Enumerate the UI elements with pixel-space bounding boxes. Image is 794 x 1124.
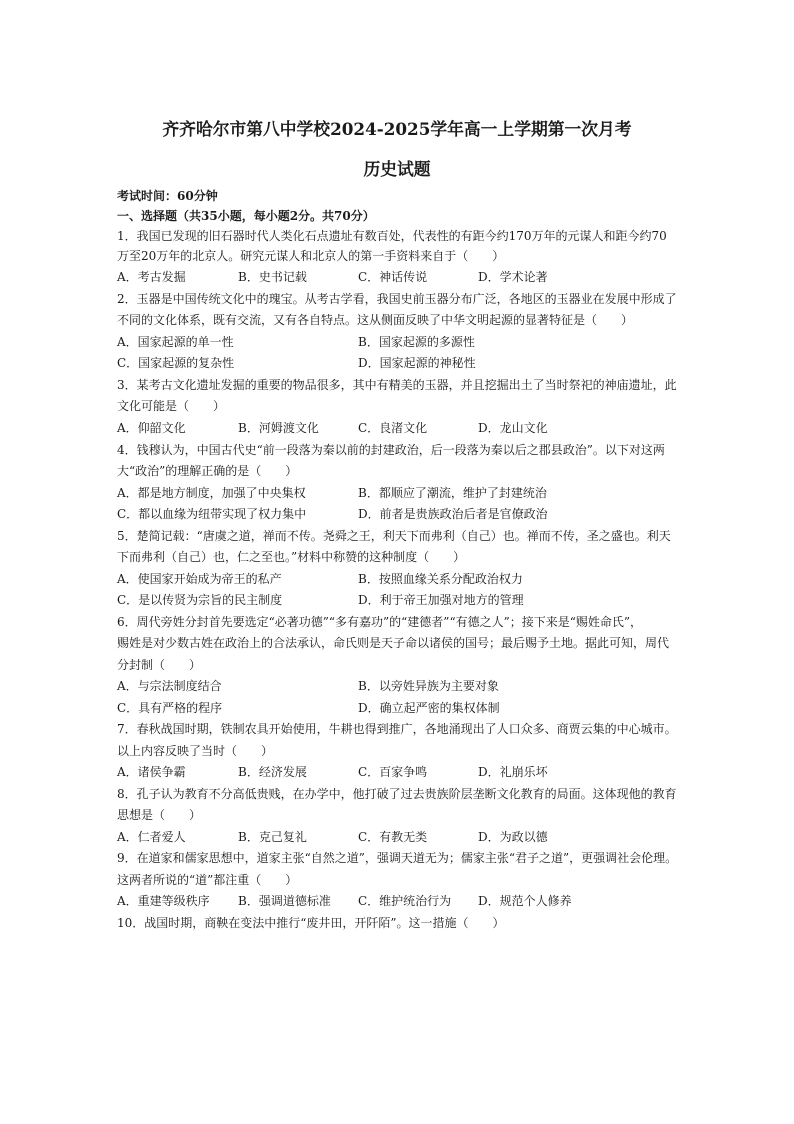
- q7-option-d: D．礼崩乐坏: [478, 765, 548, 779]
- q4-line: 大“政治”的理解正确的是（ ）: [117, 464, 298, 478]
- q9-option-d: D．规范个人修养: [478, 894, 572, 908]
- q7-option-c: C．百家争鸣: [358, 765, 428, 779]
- q9-option-c: C．维护统治行为: [358, 894, 452, 908]
- exam-title: 齐齐哈尔市第八中学校2024-2025学年高一上学期第一次月考: [162, 119, 632, 139]
- q4-option-d: D．前者是贵族政治后者是官僚政治: [358, 507, 548, 521]
- q4-option-b: B．都顺应了潮流，维护了封建统治: [358, 486, 547, 500]
- q2-line: 2．玉器是中国传统文化中的瑰宝。从考古学看，我国史前玉器分布广泛，各地区的玉器业在发展中形成了: [117, 292, 677, 306]
- q9-option-a: A．重建等级秩序: [117, 894, 210, 908]
- q5-line: 5．楚简记载：“唐虞之道，禅而不传。尧舜之王，利天下而弗利（自己）也。禅而不传，圣之盛也。利天: [117, 529, 671, 543]
- q2-line: 不同的文化体系，既有交流，又有各自特点。这从侧面反映了中华文明起源的显著特征是（ ）: [117, 313, 634, 327]
- q3-line: 3．某考古文化遗址发掘的重要的物品很多，其中有精美的玉器，并且挖掘出土了当时祭祀的神庙遗址，此: [117, 378, 677, 392]
- q2-option-a: A．国家起源的单一性: [117, 335, 234, 349]
- q10-line: 10．战国时期，商鞅在变法中推行“废井田，开阡陌”。这一措施（ ）: [117, 916, 505, 930]
- q9-option-b: B．强调道德标准: [238, 894, 331, 908]
- exam-subtitle: 历史试题: [363, 159, 431, 179]
- q2-option-c: C．国家起源的复杂性: [117, 356, 235, 370]
- q1-option-c: C．神话传说: [358, 270, 428, 284]
- q6-line: 赐姓是对少数古姓在政治上的合法承认，命氏则是天子命以诸侯的国号；最后赐予土地。据此可知，周代: [117, 636, 670, 650]
- q5-option-c: C．是以传贤为宗旨的民主制度: [117, 593, 283, 607]
- q8-line: 8．孔子认为教育不分高低贵贱，在办学中，他打破了过去贵族阶层垄断文化教育的局面。这体现他的教育: [117, 787, 677, 801]
- q7-line: 7．春秋战国时期，铁制农具开始使用，牛耕也得到推广，各地涌现出了人口众多、商贾云集的中心城市。: [117, 722, 677, 736]
- q1-option-b: B．史书记载: [238, 270, 307, 284]
- q2-option-b: B．国家起源的多源性: [358, 335, 475, 349]
- q8-option-a: A．仁者爱人: [117, 830, 186, 844]
- q6-option-d: D．确立起严密的集权体制: [358, 701, 500, 715]
- q8-line: 思想是（ ）: [117, 808, 202, 822]
- q8-option-c: C．有教无类: [358, 830, 428, 844]
- q6-option-c: C．具有严格的程序: [117, 701, 223, 715]
- q5-line: 下而弗利（自己）也，仁之至也。”材料中称赞的这种制度（ ）: [117, 550, 466, 564]
- q3-option-d: D．龙山文化: [478, 421, 548, 435]
- q5-option-b: B．按照血缘关系分配政治权力: [358, 572, 523, 586]
- q1-line: 万至20万年的北京人。研究元谋人和北京人的第一手资料来自于（ ）: [117, 249, 505, 263]
- q4-line: 4．钱穆认为，中国古代史“前一段落为秦以前的封建政治，后一段落为秦以后之郡县政治”。以下对这两: [117, 443, 665, 457]
- exam-time: 考试时间：60分钟: [117, 189, 218, 203]
- q6-line: 分封制（ ）: [117, 658, 202, 672]
- q9-line: 这两者所说的“道”都注重（ ）: [117, 873, 298, 887]
- q3-line: 文化可能是（ ）: [117, 399, 226, 413]
- q8-option-d: D．为政以德: [478, 830, 548, 844]
- q7-line: 以上内容反映了当时（ ）: [117, 744, 274, 758]
- q6-option-b: B．以旁姓异族为主要对象: [358, 679, 499, 693]
- q5-option-a: A．使国家开始成为帝王的私产: [117, 572, 282, 586]
- q1-line: 1．我国已发现的旧石器时代人类化石点遗址有数百处，代表性的有距今约170万年的元谋人和距今约70: [117, 229, 667, 243]
- q3-option-a: A．仰韶文化: [117, 421, 186, 435]
- q3-option-c: C．良渚文化: [358, 421, 428, 435]
- q3-option-b: B．河姆渡文化: [238, 421, 319, 435]
- q7-option-a: A．诸侯争霸: [117, 765, 186, 779]
- q7-option-b: B．经济发展: [238, 765, 307, 779]
- q1-option-a: A．考古发掘: [117, 270, 186, 284]
- q6-line: 6．周代旁姓分封首先要选定“必著功德”“多有嘉功”的“建德者”“有德之人”；接下来是“赐姓命氏”，: [117, 615, 642, 629]
- q5-option-d: D．利于帝王加强对地方的管理: [358, 593, 524, 607]
- q1-option-d: D．学术论著: [478, 270, 548, 284]
- q4-option-a: A．都是地方制度，加强了中央集权: [117, 486, 306, 500]
- q4-option-c: C．都以血缘为纽带实现了权力集中: [117, 507, 307, 521]
- section-heading: 一、选择题（共35小题，每小题2分。共70分）: [117, 209, 375, 223]
- q6-option-a: A．与宗法制度结合: [117, 679, 222, 693]
- q2-option-d: D．国家起源的神秘性: [358, 356, 476, 370]
- q9-line: 9．在道家和儒家思想中，道家主张“自然之道”，强调天道无为；儒家主张“君子之道”，更强调社会伦理。: [117, 851, 678, 865]
- q8-option-b: B．克己复礼: [238, 830, 307, 844]
